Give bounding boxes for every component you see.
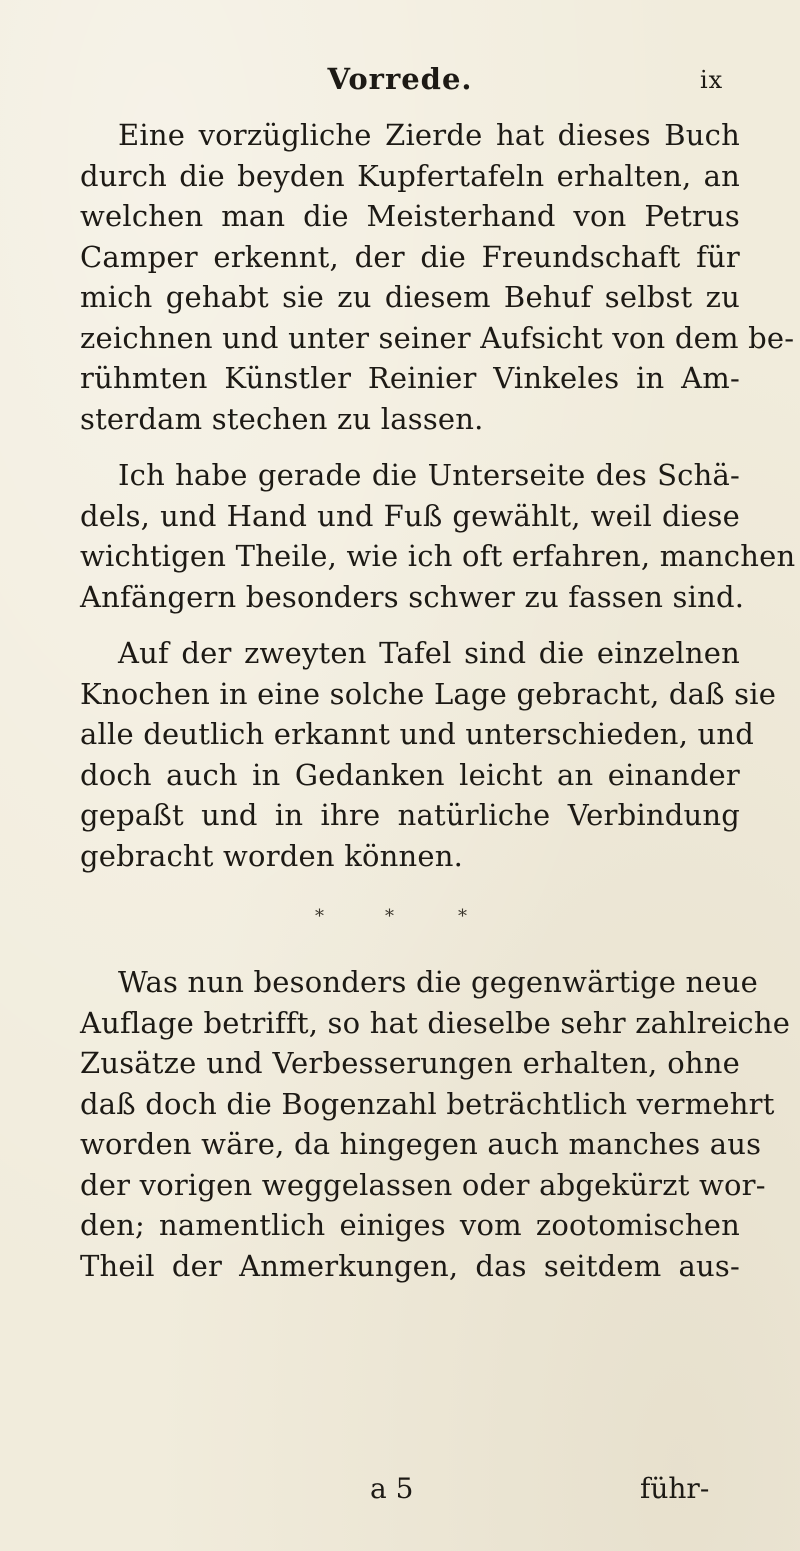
running-header [0, 62, 800, 102]
text-line: Auflage betrifft, so hat dieselbe sehr zahlreiche [80, 1005, 791, 1040]
text-line: Auf der zweyten Tafel sind die einzelnen [118, 636, 740, 670]
text-line: der vorigen weggelassen oder abgekürzt wor- [80, 1167, 766, 1202]
text-line: zeichnen und unter seiner Aufsicht von dem be- [80, 320, 795, 355]
page-number: ix [700, 66, 724, 94]
body-text [80, 115, 796, 1302]
text-line: wichtigen Theile, wie ich oft erfahren, manchen [80, 539, 796, 573]
page-footer [0, 1472, 800, 1512]
text-line: sterdam stechen zu lassen. [80, 401, 484, 436]
text-line: Was nun besonders die gegenwärtige neue [118, 965, 759, 999]
text-line: dels, und Hand und Fuß gewählt, weil diese [80, 498, 740, 533]
text-line: gepaßt und in ihre natürliche Verbindung [80, 798, 740, 832]
text-line: Knochen in eine solche Lage gebracht, daß sie [80, 676, 777, 711]
text-line: rühmten Künstler Reinier Vinkeles in Am- [80, 361, 740, 395]
text-line: alle deutlich erkannt und unterschieden, und [80, 717, 755, 751]
paragraph-2 [80, 455, 796, 617]
text-line: welchen man die Meisterhand von Petrus [80, 199, 740, 233]
text-line: Zusätze und Verbesserungen erhalten, ohne [80, 1046, 740, 1080]
text-line: durch die beyden Kupfertafeln erhalten, an [80, 158, 740, 193]
text-line: Theil der Anmerkungen, das seitdem aus- [80, 1248, 740, 1283]
text-line: doch auch in Gedanken leicht an einander [80, 757, 740, 792]
section-divider [80, 892, 740, 946]
catchword: führ- [640, 1472, 710, 1505]
text-line: Anfängern besonders schwer zu fassen sind. [80, 579, 745, 614]
text-line: den; namentlich einiges vom zootomischen [80, 1208, 740, 1242]
text-line: Ich habe gerade die Unterseite des Schä- [118, 458, 740, 492]
asterism-mark: * [458, 906, 467, 927]
text-line: mich gehabt sie zu diesem Behuf selbst zu [80, 280, 740, 314]
text-line: daß doch die Bogenzahl beträchtlich vermehrt [80, 1086, 775, 1121]
asterism-mark: * [385, 906, 394, 927]
paragraph-4 [80, 962, 791, 1286]
text-line: worden wäre, da hingegen auch manches aus [80, 1127, 762, 1161]
text-line: gebracht worden können. [80, 838, 464, 873]
paragraph-1 [80, 115, 795, 439]
text-line: Camper erkennt, der die Freundschaft für [80, 239, 740, 274]
running-title: Vorrede. [327, 62, 473, 96]
signature-mark: a 5 [370, 1472, 414, 1505]
text-line: Eine vorzügliche Zierde hat dieses Buch [118, 118, 740, 152]
asterism-mark: * [315, 906, 324, 927]
paragraph-3 [80, 633, 777, 876]
